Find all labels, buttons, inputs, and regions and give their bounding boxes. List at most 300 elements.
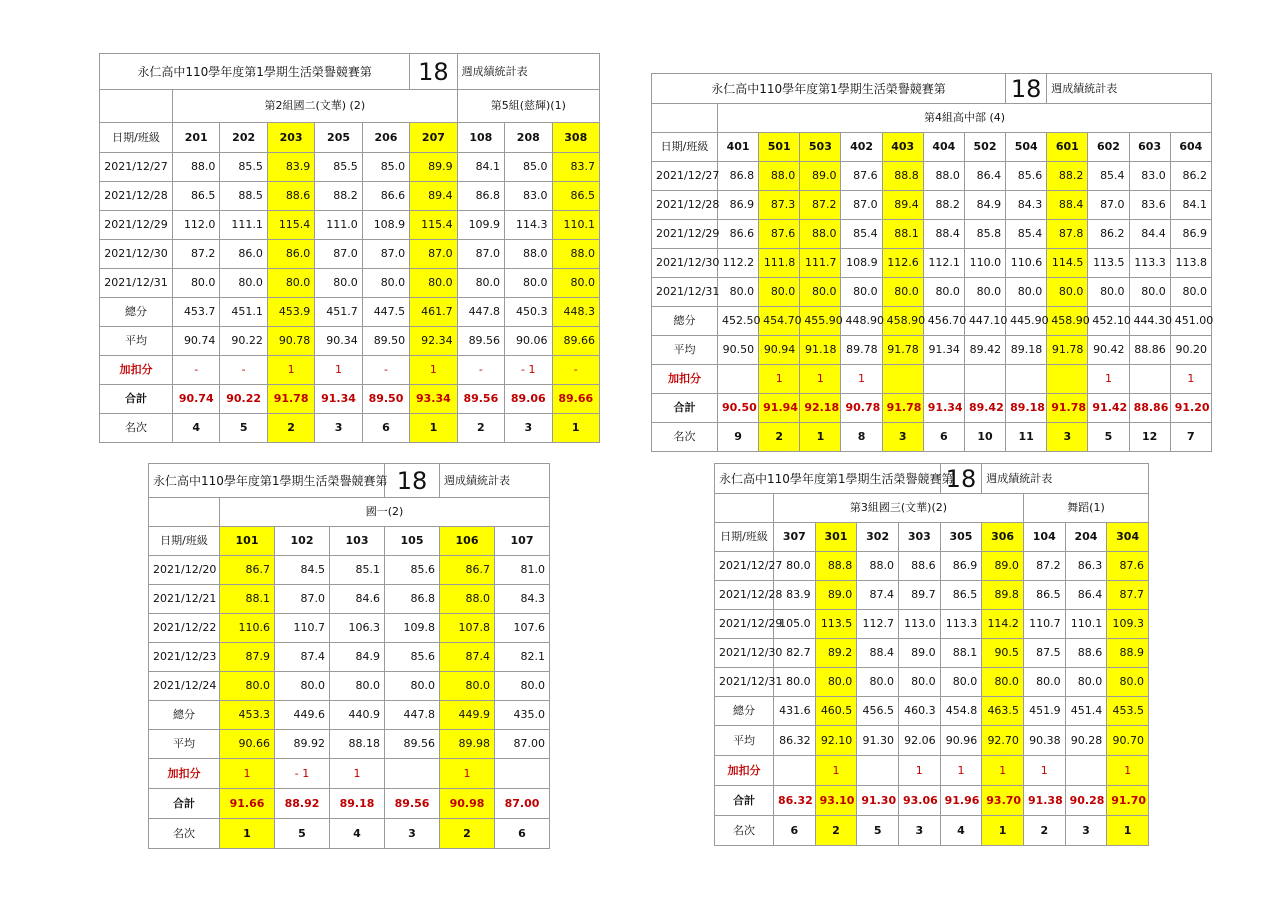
score-cell: 86.7 (220, 556, 275, 585)
score-cell: 87.0 (315, 240, 362, 269)
score-cell: 88.1 (220, 585, 275, 614)
date-row (652, 191, 1212, 220)
score-cell: 112.0 (173, 211, 220, 240)
class-header: 501 (759, 133, 800, 162)
adjustment-cell (495, 759, 550, 789)
score-cell: 88.8 (882, 162, 923, 191)
sum-cell: 91.94 (759, 394, 800, 423)
sum-cell: 87.00 (495, 789, 550, 819)
average-cell: 91.78 (882, 336, 923, 365)
date-class-header: 日期/班級 (715, 523, 774, 552)
score-cell: 84.4 (1129, 220, 1170, 249)
class-header: 308 (552, 123, 600, 153)
score-cell: 88.0 (857, 552, 899, 581)
score-cell: 112.6 (882, 249, 923, 278)
class-header: 307 (774, 523, 816, 552)
date-row (715, 639, 1149, 668)
adjustment-cell: 1 (1170, 365, 1211, 394)
corner-cell (149, 498, 220, 527)
score-cell: 84.1 (457, 153, 504, 182)
score-cell: 80.0 (330, 672, 385, 701)
rank-cell: 4 (940, 816, 982, 846)
date-label: 2021/12/28 (652, 191, 718, 220)
score-cell: 111.1 (220, 211, 267, 240)
average-cell: 92.06 (898, 726, 940, 756)
adjustment-cell (964, 365, 1005, 394)
total-cell: 460.3 (898, 697, 940, 726)
score-cell: 87.4 (440, 643, 495, 672)
score-cell: 84.9 (964, 191, 1005, 220)
score-cell: 88.1 (940, 639, 982, 668)
adjustment-cell (385, 759, 440, 789)
score-cell: 113.0 (898, 610, 940, 639)
rank-cell: 2 (815, 816, 857, 846)
class-header: 202 (220, 123, 267, 153)
average-cell: 91.18 (800, 336, 841, 365)
score-cell: 89.0 (982, 552, 1024, 581)
group-label: 舞蹈(1) (1023, 494, 1148, 523)
score-cell: 89.8 (982, 581, 1024, 610)
total-cell: 452.50 (718, 307, 759, 336)
average-cell: 91.34 (923, 336, 964, 365)
total-cell: 456.70 (923, 307, 964, 336)
sum-row (149, 789, 550, 819)
score-cell: 86.0 (267, 240, 314, 269)
total-cell: 451.7 (315, 298, 362, 327)
adjustment-cell (774, 756, 816, 786)
class-header: 106 (440, 527, 495, 556)
score-cell: 113.3 (1129, 249, 1170, 278)
average-cell: 90.06 (505, 327, 552, 356)
score-cell: 110.6 (220, 614, 275, 643)
average-label: 平均 (149, 730, 220, 759)
date-label: 2021/12/31 (100, 269, 173, 298)
total-cell: 463.5 (982, 697, 1024, 726)
score-cell: 85.1 (330, 556, 385, 585)
total-cell: 458.90 (882, 307, 923, 336)
score-cell: 86.9 (1170, 220, 1211, 249)
score-cell: 80.0 (800, 278, 841, 307)
class-header: 306 (982, 523, 1024, 552)
score-cell: 88.6 (1065, 639, 1107, 668)
rank-cell: 6 (495, 819, 550, 849)
total-cell: 431.6 (774, 697, 816, 726)
score-cell: 85.6 (1006, 162, 1047, 191)
class-header: 107 (495, 527, 550, 556)
average-cell: 90.70 (1107, 726, 1149, 756)
score-cell: 86.6 (362, 182, 409, 211)
average-cell: 92.70 (982, 726, 1024, 756)
sum-cell: 89.56 (385, 789, 440, 819)
total-cell: 452.10 (1088, 307, 1129, 336)
class-header: 502 (964, 133, 1005, 162)
score-cell: 80.0 (718, 278, 759, 307)
average-cell: 89.56 (457, 327, 504, 356)
class-header-row (715, 523, 1149, 552)
date-label: 2021/12/30 (652, 249, 718, 278)
score-cell: 80.0 (1170, 278, 1211, 307)
title-row (149, 464, 550, 498)
sum-cell: 89.18 (330, 789, 385, 819)
rank-cell: 5 (275, 819, 330, 849)
date-row (149, 556, 550, 585)
score-cell: 80.0 (857, 668, 899, 697)
class-header: 207 (410, 123, 457, 153)
score-cell: 80.0 (882, 278, 923, 307)
class-header: 208 (505, 123, 552, 153)
score-cell: 87.8 (1047, 220, 1088, 249)
score-cell: 85.4 (1088, 162, 1129, 191)
average-cell: 89.78 (841, 336, 882, 365)
average-cell: 90.74 (173, 327, 220, 356)
score-cell: 115.4 (410, 211, 457, 240)
date-row (100, 269, 600, 298)
class-header: 103 (330, 527, 385, 556)
score-cell: 108.9 (362, 211, 409, 240)
score-cell: 114.5 (1047, 249, 1088, 278)
score-table-grade9-group3 (714, 463, 1149, 846)
date-class-header: 日期/班級 (149, 527, 220, 556)
class-header: 301 (815, 523, 857, 552)
adjustment-cell (1006, 365, 1047, 394)
rank-row (652, 423, 1212, 452)
score-cell: 110.0 (964, 249, 1005, 278)
score-cell: 85.6 (385, 556, 440, 585)
rank-cell: 2 (759, 423, 800, 452)
total-cell: 453.3 (220, 701, 275, 730)
score-cell: 80.0 (457, 269, 504, 298)
date-row (715, 668, 1149, 697)
score-cell: 88.6 (898, 552, 940, 581)
adjustment-cell: 1 (330, 759, 385, 789)
score-cell: 85.6 (385, 643, 440, 672)
total-cell: 454.8 (940, 697, 982, 726)
score-cell: 83.9 (267, 153, 314, 182)
score-cell: 87.2 (800, 191, 841, 220)
score-cell: 89.4 (410, 182, 457, 211)
total-label: 總分 (652, 307, 718, 336)
sheet-subtitle: 週成績統計表 (457, 54, 599, 90)
total-cell: 447.8 (385, 701, 440, 730)
date-label: 2021/12/27 (100, 153, 173, 182)
score-cell: 84.9 (330, 643, 385, 672)
adjustment-cell: - (552, 356, 600, 385)
rank-cell: 4 (173, 414, 220, 443)
score-cell: 80.0 (552, 269, 600, 298)
title-row (715, 464, 1149, 494)
rank-cell: 3 (898, 816, 940, 846)
adjustment-label: 加扣分 (652, 365, 718, 394)
average-cell: 89.42 (964, 336, 1005, 365)
total-cell: 444.30 (1129, 307, 1170, 336)
average-row (652, 336, 1212, 365)
date-label: 2021/12/28 (715, 581, 774, 610)
group-row (715, 494, 1149, 523)
score-cell: 84.5 (275, 556, 330, 585)
score-cell: 89.9 (410, 153, 457, 182)
score-cell: 88.4 (857, 639, 899, 668)
score-cell: 83.9 (774, 581, 816, 610)
score-cell: 87.6 (841, 162, 882, 191)
adjustment-row (149, 759, 550, 789)
sum-cell: 93.34 (410, 385, 457, 414)
score-cell: 86.7 (440, 556, 495, 585)
rank-cell: 8 (841, 423, 882, 452)
average-label: 平均 (715, 726, 774, 756)
sheet-subtitle: 週成績統計表 (440, 464, 550, 498)
total-cell: 451.4 (1065, 697, 1107, 726)
rank-row (715, 816, 1149, 846)
class-header-row (100, 123, 600, 153)
rank-cell: 6 (362, 414, 409, 443)
rank-cell: 5 (220, 414, 267, 443)
group-row (652, 104, 1212, 133)
class-header: 108 (457, 123, 504, 153)
score-cell: 114.2 (982, 610, 1024, 639)
total-cell: 435.0 (495, 701, 550, 730)
score-cell: 82.1 (495, 643, 550, 672)
score-cell: 88.0 (923, 162, 964, 191)
average-cell: 90.22 (220, 327, 267, 356)
sheet-title: 永仁高中110學年度第1學期生活榮譽競賽第 (652, 74, 1006, 104)
score-cell: 110.7 (1023, 610, 1065, 639)
rank-cell: 2 (1023, 816, 1065, 846)
sum-cell: 93.70 (982, 786, 1024, 816)
class-header: 601 (1047, 133, 1088, 162)
score-cell: 80.0 (410, 269, 457, 298)
score-cell: 88.0 (800, 220, 841, 249)
class-header: 402 (841, 133, 882, 162)
score-cell: 80.0 (275, 672, 330, 701)
sum-cell: 91.96 (940, 786, 982, 816)
adjustment-cell: - (173, 356, 220, 385)
rank-cell: 3 (1065, 816, 1107, 846)
score-cell: 80.0 (759, 278, 800, 307)
class-header: 603 (1129, 133, 1170, 162)
adjustment-cell (857, 756, 899, 786)
sum-cell: 90.78 (841, 394, 882, 423)
score-cell: 88.9 (1107, 639, 1149, 668)
date-row (652, 220, 1212, 249)
score-table-grade7 (148, 463, 550, 849)
sum-cell: 91.66 (220, 789, 275, 819)
average-cell: 90.50 (718, 336, 759, 365)
adjustment-cell: - 1 (275, 759, 330, 789)
group-label: 第5組(慈輝)(1) (457, 90, 599, 123)
score-cell: 88.4 (923, 220, 964, 249)
week-number: 18 (940, 464, 982, 494)
score-cell: 80.0 (815, 668, 857, 697)
average-cell: 90.34 (315, 327, 362, 356)
class-header: 503 (800, 133, 841, 162)
date-row (652, 278, 1212, 307)
sum-cell: 91.34 (923, 394, 964, 423)
score-cell: 88.2 (315, 182, 362, 211)
sum-cell: 90.22 (220, 385, 267, 414)
score-cell: 110.7 (275, 614, 330, 643)
class-header-row (652, 133, 1212, 162)
score-cell: 80.0 (1006, 278, 1047, 307)
total-row (652, 307, 1212, 336)
rank-cell: 9 (718, 423, 759, 452)
score-cell: 83.6 (1129, 191, 1170, 220)
total-cell: 449.9 (440, 701, 495, 730)
score-cell: 87.3 (759, 191, 800, 220)
score-cell: 107.8 (440, 614, 495, 643)
score-cell: 86.5 (940, 581, 982, 610)
average-cell: 89.56 (385, 730, 440, 759)
score-cell: 88.6 (267, 182, 314, 211)
total-cell: 445.90 (1006, 307, 1047, 336)
sum-cell: 88.86 (1129, 394, 1170, 423)
score-cell: 81.0 (495, 556, 550, 585)
average-cell: 89.98 (440, 730, 495, 759)
rank-row (100, 414, 600, 443)
sum-cell: 91.34 (315, 385, 362, 414)
class-header-row (149, 527, 550, 556)
adjustment-label: 加扣分 (100, 356, 173, 385)
score-cell: 111.8 (759, 249, 800, 278)
class-header: 206 (362, 123, 409, 153)
score-table-grade8-group2 (99, 53, 600, 443)
table-body (100, 54, 600, 443)
date-row (715, 581, 1149, 610)
score-cell: 86.3 (1065, 552, 1107, 581)
total-cell: 447.8 (457, 298, 504, 327)
sum-label: 合計 (100, 385, 173, 414)
score-cell: 80.0 (1023, 668, 1065, 697)
rank-cell: 1 (410, 414, 457, 443)
total-row (715, 697, 1149, 726)
sum-cell: 91.38 (1023, 786, 1065, 816)
rank-cell: 1 (220, 819, 275, 849)
sheet-subtitle: 週成績統計表 (1047, 74, 1212, 104)
average-cell: 89.50 (362, 327, 409, 356)
adjustment-cell (882, 365, 923, 394)
adjustment-cell: 1 (220, 759, 275, 789)
score-cell: 80.0 (267, 269, 314, 298)
adjustment-row (100, 356, 600, 385)
average-cell: 92.10 (815, 726, 857, 756)
score-cell: 80.0 (385, 672, 440, 701)
score-cell: 84.3 (1006, 191, 1047, 220)
date-label: 2021/12/29 (100, 211, 173, 240)
adjustment-cell (1065, 756, 1107, 786)
group-row (149, 498, 550, 527)
score-cell: 86.5 (173, 182, 220, 211)
score-cell: 85.5 (220, 153, 267, 182)
rank-cell: 3 (882, 423, 923, 452)
class-header: 604 (1170, 133, 1211, 162)
class-header: 201 (173, 123, 220, 153)
date-row (100, 182, 600, 211)
total-row (149, 701, 550, 730)
score-cell: 85.0 (362, 153, 409, 182)
sum-label: 合計 (715, 786, 774, 816)
adjustment-row (652, 365, 1212, 394)
score-cell: 111.7 (800, 249, 841, 278)
score-cell: 86.9 (718, 191, 759, 220)
sum-cell: 93.06 (898, 786, 940, 816)
total-label: 總分 (149, 701, 220, 730)
table-body (715, 464, 1149, 846)
week-number: 18 (410, 54, 457, 90)
score-cell: 88.0 (505, 240, 552, 269)
score-cell: 89.2 (815, 639, 857, 668)
score-cell: 84.6 (330, 585, 385, 614)
score-cell: 113.8 (1170, 249, 1211, 278)
class-header: 304 (1107, 523, 1149, 552)
rank-cell: 3 (385, 819, 440, 849)
date-label: 2021/12/30 (100, 240, 173, 269)
week-number: 18 (1006, 74, 1047, 104)
adjustment-cell: - (457, 356, 504, 385)
class-header: 403 (882, 133, 923, 162)
score-cell: 105.0 (774, 610, 816, 639)
total-cell: 454.70 (759, 307, 800, 336)
score-cell: 113.5 (1088, 249, 1129, 278)
class-header: 504 (1006, 133, 1047, 162)
score-cell: 84.1 (1170, 191, 1211, 220)
total-cell: 449.6 (275, 701, 330, 730)
date-row (100, 211, 600, 240)
score-cell: 80.0 (505, 269, 552, 298)
total-label: 總分 (100, 298, 173, 327)
adjustment-cell: 1 (841, 365, 882, 394)
score-cell: 88.0 (759, 162, 800, 191)
total-cell: 453.5 (1107, 697, 1149, 726)
score-cell: 87.0 (841, 191, 882, 220)
average-cell: 88.18 (330, 730, 385, 759)
total-cell: 451.00 (1170, 307, 1211, 336)
date-label: 2021/12/21 (149, 585, 220, 614)
total-cell: 453.7 (173, 298, 220, 327)
rank-cell: 4 (330, 819, 385, 849)
rank-cell: 1 (552, 414, 600, 443)
average-row (149, 730, 550, 759)
average-label: 平均 (100, 327, 173, 356)
score-cell: 87.2 (1023, 552, 1065, 581)
score-cell: 87.7 (1107, 581, 1149, 610)
total-cell: 451.1 (220, 298, 267, 327)
total-cell: 453.9 (267, 298, 314, 327)
rank-cell: 2 (267, 414, 314, 443)
class-header: 205 (315, 123, 362, 153)
sum-cell: 89.66 (552, 385, 600, 414)
score-cell: 109.9 (457, 211, 504, 240)
score-cell: 80.0 (982, 668, 1024, 697)
date-class-header: 日期/班級 (652, 133, 718, 162)
sum-cell: 89.42 (964, 394, 1005, 423)
score-cell: 88.2 (923, 191, 964, 220)
adjustment-cell: - (220, 356, 267, 385)
total-cell: 461.7 (410, 298, 457, 327)
score-cell: 115.4 (267, 211, 314, 240)
score-cell: 112.2 (718, 249, 759, 278)
sum-row (100, 385, 600, 414)
total-label: 總分 (715, 697, 774, 726)
date-label: 2021/12/30 (715, 639, 774, 668)
score-cell: 80.0 (774, 668, 816, 697)
score-cell: 88.8 (815, 552, 857, 581)
sheet-subtitle: 週成績統計表 (982, 464, 1149, 494)
date-label: 2021/12/27 (715, 552, 774, 581)
average-cell: 90.28 (1065, 726, 1107, 756)
average-row (100, 327, 600, 356)
score-cell: 88.1 (882, 220, 923, 249)
score-cell: 80.0 (1107, 668, 1149, 697)
date-label: 2021/12/31 (715, 668, 774, 697)
